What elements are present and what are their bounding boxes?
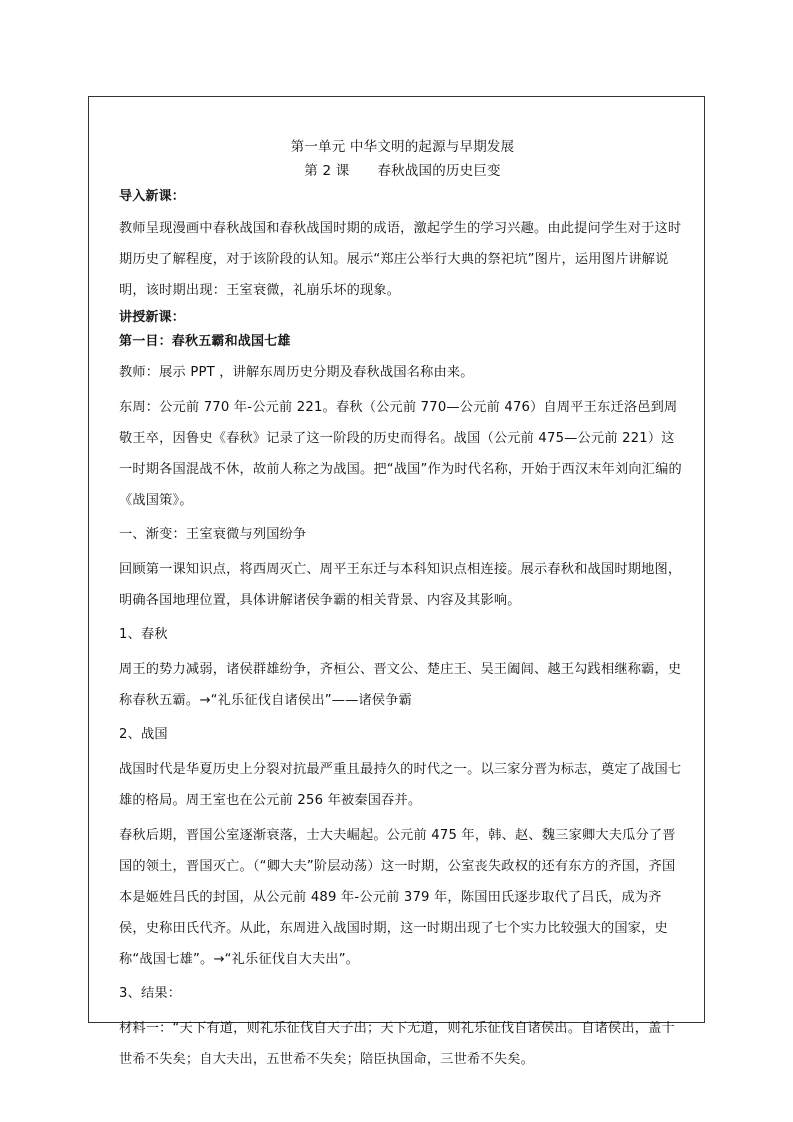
eastern-zhou-paragraph: 东周：公元前 770 年-公元前 221。春秋（公元前 770—公元前 476）自周平王东迁洛邑到周敬王卒，因鲁史《春秋》记录了这一阶段的历史而得名。战国（公元前 475—公元前 221）这一时期各国混战不休，故前人称之为战国。把“战国”作为时代名称，开始于西汉末年刘向汇编的《战国策》。: [119, 400, 682, 508]
zhanguo-paragraph-1: 战国时代是华夏历史上分裂对抗最严重且最持久的时代之一。以三家分晋为标志，奠定了战国七雄的格局。周王室也在公元前 256 年被秦国吞并。: [119, 762, 682, 808]
gradual-paragraph: 回顾第一课知识点，将西周灭亡、周平王东迁与本科知识点相连接。展示春秋和战国时期地图，明确各国地理位置，具体讲解诸侯争霸的相关背景、内容及其影响。: [119, 562, 682, 608]
gradual-heading: 一、渐变：王室衰微与列国纷争: [119, 527, 307, 542]
teacher-line: 教师：展示 PPT ，讲解东周历史分期及春秋战国名称由来。: [119, 365, 474, 380]
document-content: [119, 135, 686, 1075]
lesson-title: [119, 159, 686, 183]
unit-title: 第一单元 中华文明的起源与早期发展: [290, 139, 515, 155]
zhanguo-heading: 2、战国: [119, 727, 168, 742]
teach-heading: 讲授新课：: [119, 310, 186, 325]
chunqiu-paragraph: 周王的势力减弱，诸侯群雄纷争，齐桓公、晋文公、楚庄王、吴王阖闾、越王勾践相继称霸，史称春秋五霸。→“礼乐征伐自诸侯出”——诸侯争霸: [119, 662, 682, 708]
chunqiu-heading: 1、春秋: [119, 627, 168, 642]
lesson-name: 春秋战国的历史巨变: [377, 163, 501, 179]
lesson-number: 第 2 课: [304, 163, 350, 179]
intro-paragraph: 教师呈现漫画中春秋战国和春秋战国时期的成语，激起学生的学习兴趣。由此提问学生对于这时期历史了解程度，对于该阶段的认知。展示“郑庄公举行大典的祭祀坑”图片，运用图片讲解说明，该时期出现：王室衰微，礼崩乐坏的现象。: [119, 221, 682, 298]
section1-heading: 第一目：春秋五霸和战国七雄: [119, 334, 291, 349]
result-heading: 3、结果：: [119, 986, 182, 1001]
intro-heading: 导入新课：: [119, 189, 186, 204]
material-1-paragraph: 材料一：“天下有道，则礼乐征伐自天子出；天下无道，则礼乐征伐自诸侯出。自诸侯出，盖十世希不失矣；自大夫出，五世希不失矣；陪臣执国命，三世希不失矣。: [119, 1021, 675, 1067]
document-frame: [88, 96, 705, 1067]
zhanguo-paragraph-2: 春秋后期，晋国公室逐渐衰落，士大夫崛起。公元前 475 年，韩、赵、魏三家卿大夫瓜分了晋国的领土，晋国灭亡。（“卿大夫”阶层动荡）这一时期，公室丧失政权的还有东方的齐国，齐国本是姬姓吕氏的封国，从公元前 489 年-公元前 379 年，陈国田氏逐步取代了吕氏，成为齐侯，史称田氏代齐。从此，东周进入战国时期，这一时期出现了七个实力比较强大的国家，史称“战国七雄”。→“礼乐征伐自大夫出”。: [119, 828, 676, 967]
